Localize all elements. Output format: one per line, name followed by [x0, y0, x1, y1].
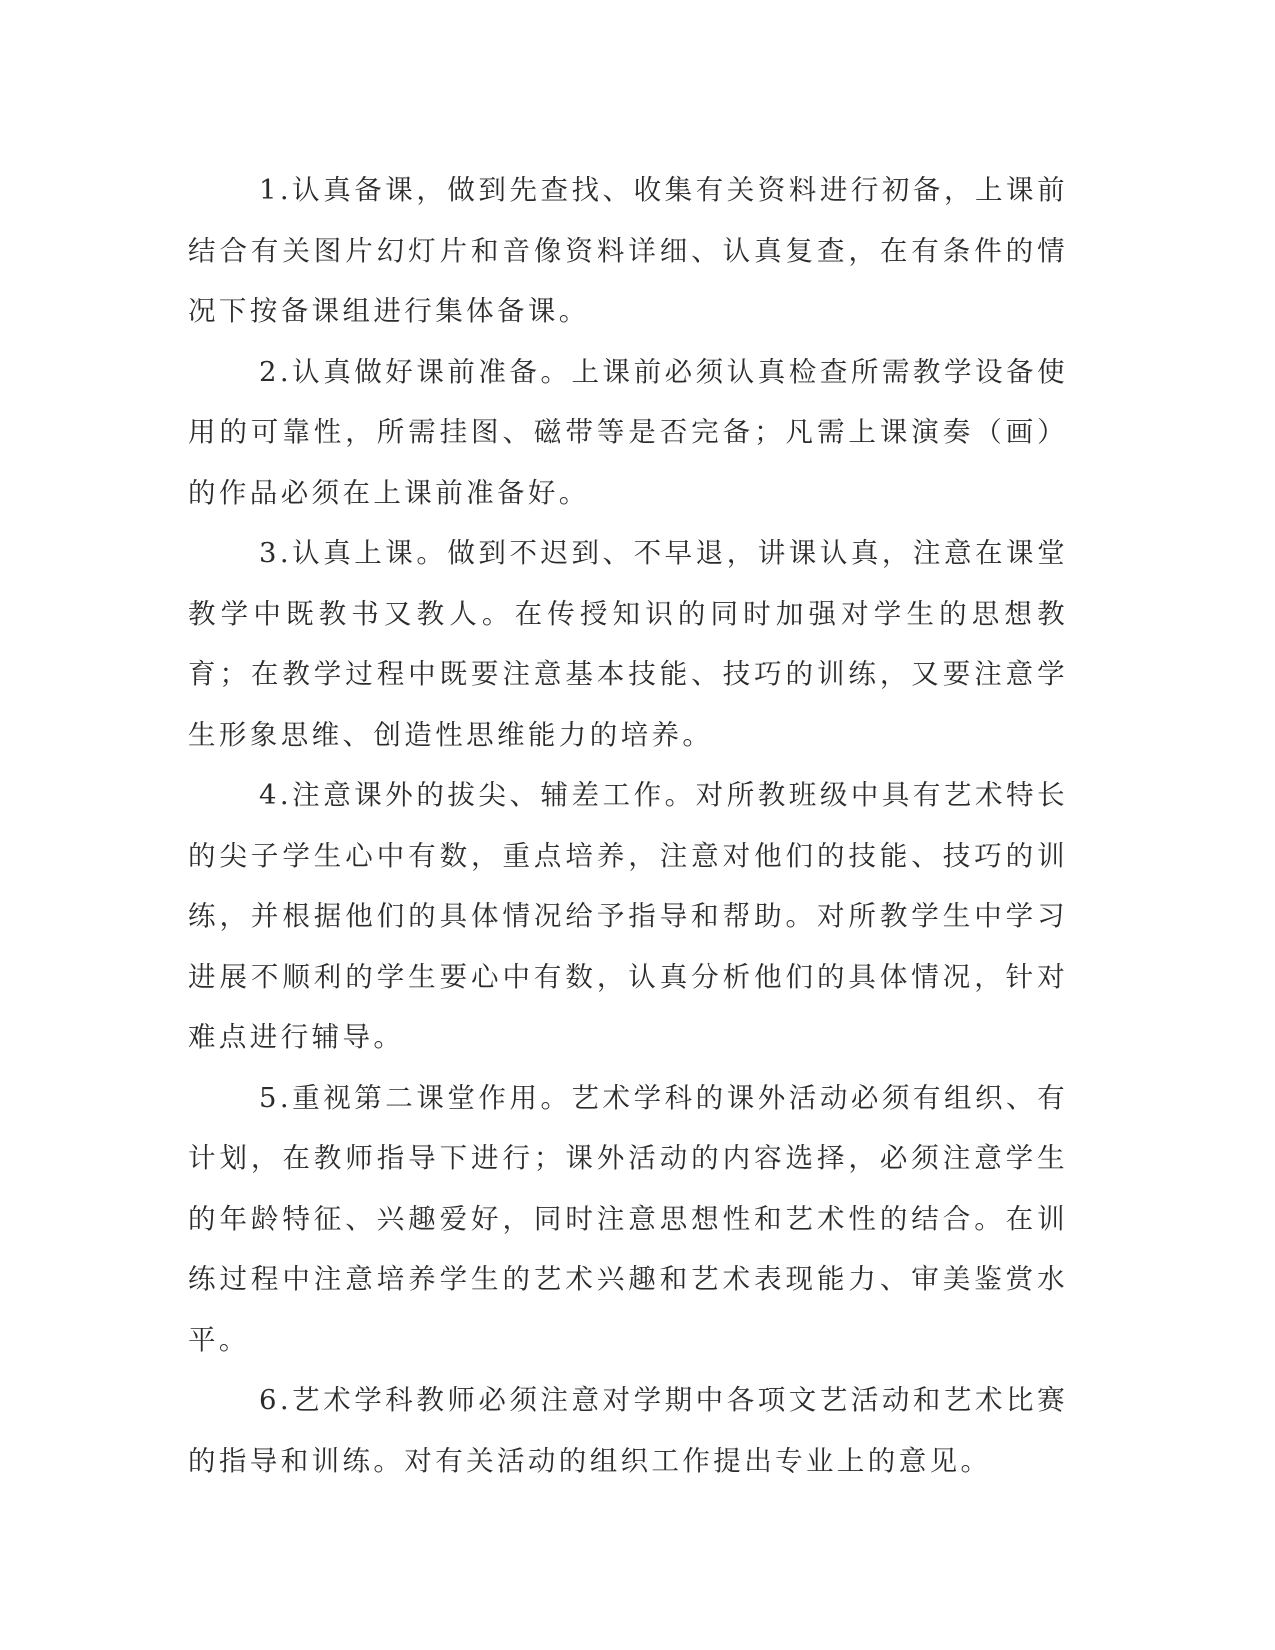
paragraph-5: 5.重视第二课堂作用。艺术学科的课外活动必须有组织、有计划，在教师指导下进行；课外活动的内容选择，必须注意学生的年龄特征、兴趣爱好，同时注意思想性和艺术性的结合。在训练过程中注意培养学生的艺术兴趣和艺术表现能力、审美鉴赏水平。 [188, 1081, 1068, 1356]
paragraph-1: 1.认真备课，做到先查找、收集有关资料进行初备，上课前结合有关图片幻灯片和音像资料详细、认真复查，在有条件的情况下按备课组进行集体备课。 [188, 174, 1068, 327]
paragraph-2: 2.认真做好课前准备。上课前必须认真检查所需教学设备使用的可靠性，所需挂图、磁带等是否完备；凡需上课演奏（画）的作品必须在上课前准备好。 [188, 355, 1068, 509]
paragraph-3: 3.认真上课。做到不迟到、不早退，讲课认真，注意在课堂教学中既教书又教人。在传授知识的同时加强对学生的思想教育；在教学过程中既要注意基本技能、技巧的训练，又要注意学生形象思维、创造性思维能力的培养。 [188, 537, 1068, 751]
paragraph-6: 6.艺术学科教师必须注意对学期中各项文艺活动和艺术比赛的指导和训练。对有关活动的组织工作提出专业上的意见。 [188, 1384, 1068, 1477]
paragraph-4: 4.注意课外的拔尖、辅差工作。对所教班级中具有艺术特长的尖子学生心中有数，重点培养，注意对他们的技能、技巧的训练，并根据他们的具体情况给予指导和帮助。对所教学生中学习进展不顺利的学生要心中有数，认真分析他们的具体情况，针对难点进行辅导。 [188, 779, 1068, 1053]
document-body [188, 160, 1068, 1491]
